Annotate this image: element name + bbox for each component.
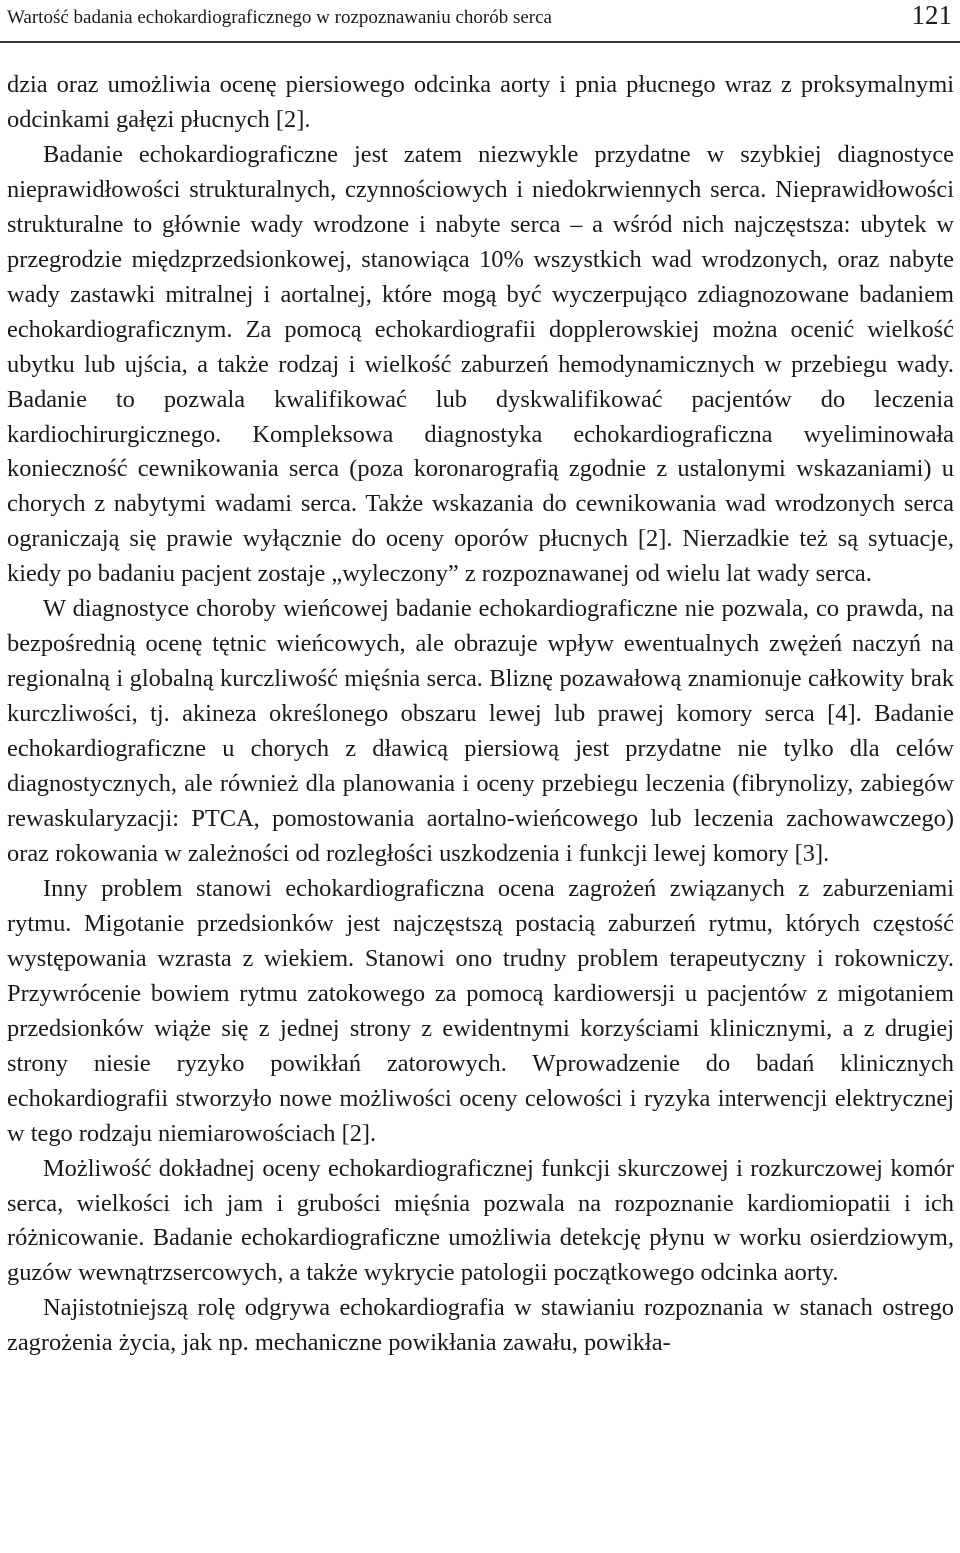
paragraph: W diagnostyce choroby wieńcowej badanie echokardiograficzne nie pozwala, co prawda, na bezpośrednią ocenę tętnic wieńcowych, ale obrazuje wpływ ewentualnych zwężeń naczyń na regionalną i globalną kurczliwość mięśnia serca. Bliznę pozawałową znamionuje całkowity brak kurczliwości, tj. akineza określonego obszaru lewej lub prawej komory serca [4]. Badanie echokardiograficzne u chorych z dławicą piersiową jest przydatne nie tylko dla celów diagnostycznych, ale również dla planowania i oceny przebiegu leczenia (fibrynolizy, zabiegów rewaskularyzacji: PTCA, pomostowania aortalno-wieńcowego lub leczenia zachowawczego) oraz rokowania w zależności od rozległości uszkodzenia i funkcji lewej komory [3]. [7,595,954,867]
paragraph: Możliwość dokładnej oceny echokardiograficznej funkcji skurczowej i rozkurczowej komór serca, wielkości ich jam i grubości mięśnia pozwala na rozpoznanie kardiomiopatii i ich różnicowanie. Badanie echokardiograficzne umożliwia detekcję płynu w worku osierdziowym, guzów wewnątrzsercowych, a także wykrycie patologii początkowego odcinka aorty. [7,1154,954,1287]
paragraph-continued: dzia oraz umożliwia ocenę piersiowego odcinka aorty i pnia płucnego wraz z proksymalnymi odcinkami gałęzi płucnych [2]. [7,71,954,133]
paragraph: Inny problem stanowi echokardiograficzna ocena zagrożeń związanych z zaburzeniami rytmu. Migotanie przedsionków jest najczęstszą postacią zaburzeń rytmu, których częstość występowania wzrasta z wiekiem. Stanowi ono trudny problem terapeutyczny i rokowniczy. Przywrócenie bowiem rytmu zatokowego za pomocą kardiowersji u pacjentów z migotaniem przedsionków wiąże się z jednej strony z ewidentnymi korzyściami klinicznymi, a z drugiej strony niesie ryzyko powikłań zatorowych. Wprowadzenie do badań klinicznych echokardiografii stworzyło nowe możliwości oceny celowości i ryzyka interwencji elektrycznej w tego rodzaju niemiarowościach [2]. [7,874,954,1147]
paragraph: Badanie echokardiograficzne jest zatem niezwykle przydatne w szybkiej diagnostyce nieprawidłowości strukturalnych, czynnościowych i niedokrwiennych serca. Nieprawidłowości strukturalne to głównie wady wrodzone i nabyte serca – a wśród nich najczęstsza: ubytek w przegrodzie międzprzedsionkowej, stanowiąca 10% wszystkich wad wrodzonych, oraz nabyte wady zastawki mitralnej i aortalnej, które mogą być wyczerpująco zdiagnozowane badaniem echokardiograficznym. Za pomocą echokardiografii dopplerowskiej można ocenić wielkość ubytku lub ujścia, a także rodzaj i wielkość zaburzeń hemodynamicznych w przebiegu wady. Badanie to pozwala kwalifikować lub dyskwalifikować pacjentów do leczenia kardiochirurgicznego. Kompleksowa diagnostyka echokardiograficzna wyeliminowała konieczność cewnikowania serca (poza koronarografią zgodnie z ustalonymi wskazaniami) u chorych z nabytymi wadami serca. Także wskazania do cewnikowania wad wrodzonych serca ograniczają się prawie wyłącznie do oceny oporów płucnych [2]. Nierzadkie też są sytuacje, kiedy po badaniu pacjent zostaje „wyleczony” z rozpoznawanej od wielu lat wady serca. [7,140,954,588]
running-title: Wartość badania echokardiograficznego w rozpoznawaniu chorób serca [7,7,552,28]
paragraph: Najistotniejszą rolę odgrywa echokardiografia w stawianiu rozpoznania w stanach ostrego zagrożenia życia, jak np. mechaniczne powikłania zawału, powikła- [7,1294,954,1357]
running-header [7,0,954,30]
body-text [7,68,954,1361]
header-divider [0,41,960,43]
page-number: 121 [911,0,952,30]
